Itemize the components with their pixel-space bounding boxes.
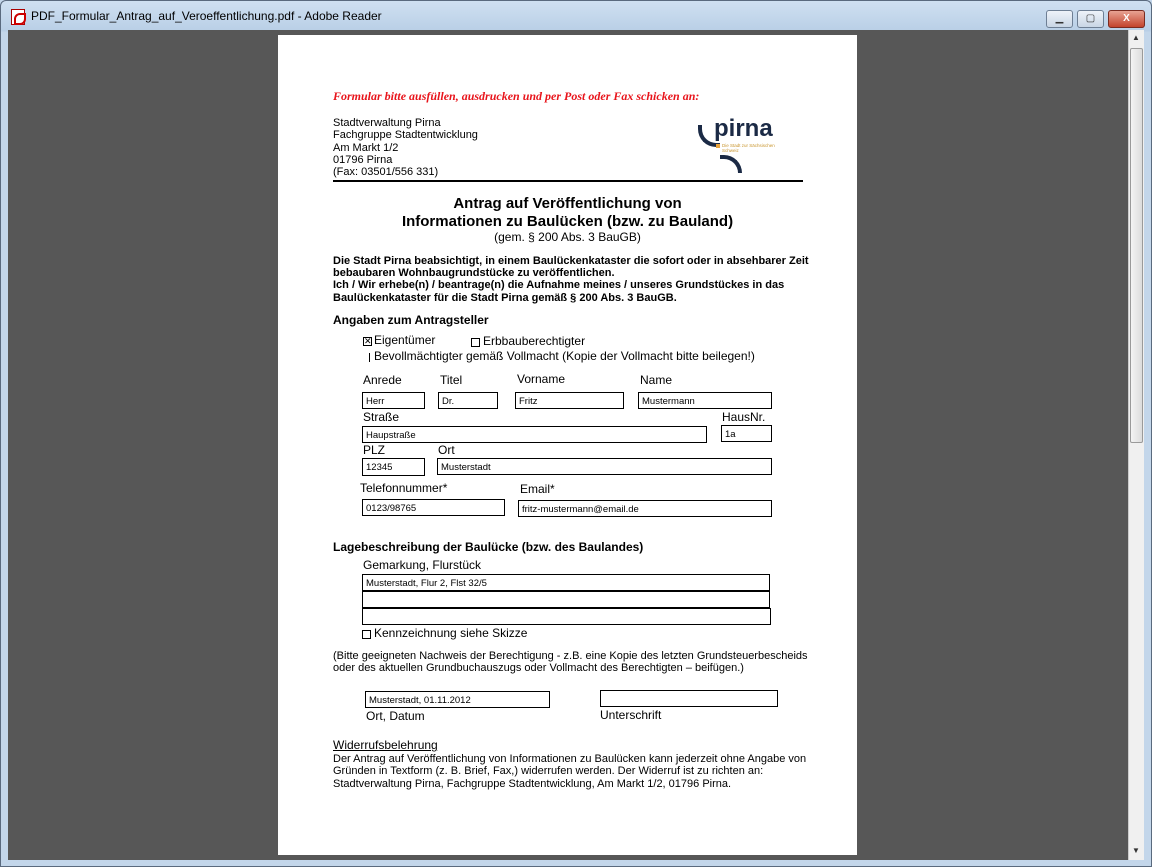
window-title: PDF_Formular_Antrag_auf_Veroeffentlichung.pdf - Adobe Reader (31, 9, 382, 23)
close-button[interactable]: X (1108, 10, 1145, 28)
gemarkung-input-3[interactable] (362, 608, 771, 625)
note-line: oder des aktuellen Grundbuchauszugs oder Vollmacht des Berechtigten – beifügen.) (333, 662, 744, 674)
strasse-label: Straße (363, 410, 400, 424)
hausnr-label: HausNr. (722, 410, 766, 424)
heritable-checkbox[interactable] (471, 338, 480, 347)
ortdatum-input[interactable]: Musterstadt, 01.11.2012 (365, 691, 550, 708)
titel-label: Titel (440, 373, 463, 387)
ort-label: Ort (438, 443, 455, 457)
vorname-label: Vorname (517, 372, 566, 386)
intro-line: Baulückenkataster für die Stadt Pirna gemäß § 200 Abs. 3 BauGB. (333, 292, 677, 304)
telefon-label: Telefonnummer* (360, 481, 448, 495)
widerruf-line: Der Antrag auf Veröffentlichung von Informationen zu Baulücken kann jederzeit ohne Angabe von (333, 753, 807, 765)
address-line: Fachgruppe Stadtentwicklung (333, 129, 478, 141)
scrollbar-thumb[interactable] (1130, 48, 1143, 443)
address-line: 01796 Pirna (333, 154, 393, 166)
gemarkung-label: Gemarkung, Flurstück (363, 558, 482, 572)
proxy-checkbox[interactable] (369, 353, 370, 362)
widerruf-heading: Widerrufsbelehrung (333, 738, 438, 752)
owner-label: Eigentümer (374, 333, 436, 347)
telefon-input[interactable]: 0123/98765 (362, 499, 505, 516)
email-input[interactable]: fritz-mustermann@email.de (518, 500, 772, 517)
address-line: (Fax: 03501/556 331) (333, 166, 439, 178)
vorname-input[interactable]: Fritz (515, 392, 624, 409)
strasse-input[interactable]: Haupstraße (362, 426, 707, 443)
form-title: Informationen zu Baulücken (bzw. zu Bauland) (401, 213, 734, 230)
ortdatum-label: Ort, Datum (366, 709, 425, 723)
sketch-label: Kennzeichnung siehe Skizze (374, 626, 528, 640)
ort-input[interactable]: Musterstadt (437, 458, 772, 475)
name-label: Name (640, 373, 673, 387)
address-line: Am Markt 1/2 (333, 142, 399, 154)
pdf-page (278, 35, 857, 855)
name-input[interactable]: Mustermann (638, 392, 772, 409)
intro-line: Die Stadt Pirna beabsichtigt, in einem Baulückenkataster die sofort oder in absehbarer Zeit (333, 255, 809, 267)
scroll-down-icon[interactable]: ▼ (1132, 846, 1140, 855)
owner-checkbox[interactable]: ✕ (364, 336, 372, 346)
section-heading: Angaben zum Antragsteller (333, 313, 489, 327)
unterschrift-label: Unterschrift (600, 708, 662, 722)
proxy-label: Bevollmächtigter gemäß Vollmacht (Kopie der Vollmacht bitte beilegen!) (374, 349, 755, 363)
plz-label: PLZ (363, 443, 386, 457)
scroll-up-icon[interactable]: ▲ (1132, 33, 1140, 42)
gemarkung-input-1[interactable]: Musterstadt, Flur 2, Flst 32/5 (362, 574, 770, 591)
gemarkung-input-2[interactable] (362, 591, 770, 608)
divider (333, 180, 803, 182)
maximize-button[interactable]: ▢ (1077, 10, 1104, 28)
widerruf-line: Stadtverwaltung Pirna, Fachgruppe Stadtentwicklung, Am Markt 1/2, 01796 Pirna. (333, 778, 732, 790)
pirna-logo: pirna Die Stadt zur Sächsischen Schweiz (698, 119, 793, 174)
pdf-file-icon (11, 9, 25, 25)
intro-line: Ich / Wir erhebe(n) / beantrage(n) die Aufnahme meines / unseres Grundstückes in das (333, 279, 785, 291)
sketch-checkbox[interactable] (362, 630, 371, 639)
anrede-input[interactable]: Herr (362, 392, 425, 409)
plz-input[interactable]: 12345 (362, 458, 425, 476)
widerruf-line: Gründen in Textform (z. B. Brief, Fax,) widerrufen werden. Der Widerruf ist zu richten an: (333, 765, 764, 777)
address-line: Stadtverwaltung Pirna (333, 117, 441, 129)
anrede-label: Anrede (363, 373, 402, 387)
email-label: Email* (520, 482, 555, 496)
titel-input[interactable]: Dr. (438, 392, 498, 409)
minimize-button[interactable]: ▁ (1046, 10, 1073, 28)
hausnr-input[interactable]: 1a (721, 425, 772, 442)
note-line: (Bitte geeigneten Nachweis der Berechtigung - z.B. eine Kopie des letzten Grundsteuerbescheids (333, 650, 808, 662)
unterschrift-input[interactable] (600, 690, 778, 707)
intro-line: bebaubaren Wohnbaugrundstücke zu veröffentlichen. (333, 267, 615, 279)
instruction-text: Formular bitte ausfüllen, ausdrucken und per Post oder Fax schicken an: (333, 89, 700, 103)
vertical-scrollbar[interactable] (1128, 30, 1144, 860)
form-title: Antrag auf Veröffentlichung von (453, 195, 682, 212)
form-subtitle: (gem. § 200 Abs. 3 BauGB) (494, 230, 641, 244)
section-heading: Lagebeschreibung der Baulücke (bzw. des Baulandes) (333, 540, 644, 554)
heritable-label: Erbbauberechtigter (483, 334, 586, 348)
